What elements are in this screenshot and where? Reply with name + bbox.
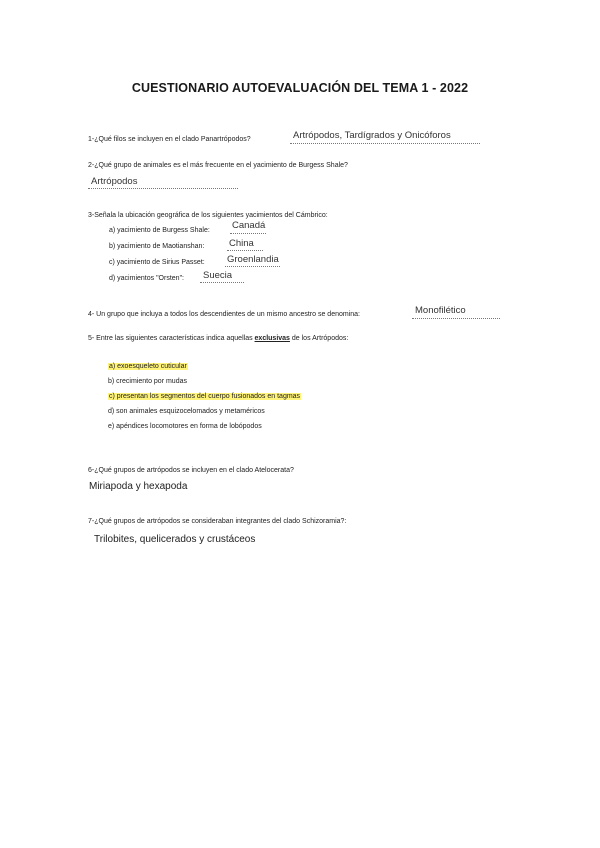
highlighted-option-text: c) presentan los segmentos del cuerpo fusionados en tagmas	[109, 393, 301, 400]
answer-line	[88, 188, 238, 189]
question-4: 4- Un grupo que incluya a todos los descendientes de un mismo ancestro se denomina:	[88, 311, 360, 318]
answer-line	[227, 250, 263, 251]
answer-line	[200, 282, 244, 283]
location-item-d: d) yacimientos "Orsten":	[109, 275, 184, 282]
question-3: 3-Señala la ubicación geográfica de los siguientes yacimientos del Cámbrico:	[88, 212, 328, 219]
page-title: CUESTIONARIO AUTOEVALUACIÓN DEL TEMA 1 - 2022	[131, 81, 469, 95]
location-answer-d: Suecia	[203, 270, 233, 281]
location-answer-c: Groenlandia	[227, 254, 279, 265]
answer-6: Miriapoda y hexapoda	[89, 481, 188, 492]
answer-1: Artrópodos, Tardígrados y Onicóforos	[293, 130, 451, 141]
answer-line	[290, 143, 480, 144]
location-answer-b: China	[229, 238, 254, 249]
question-5-intro: 5- Entre las siguientes características indica aquellas	[88, 335, 255, 342]
location-answer-a: Canadá	[232, 220, 266, 231]
location-item-b: b) yacimiento de Maotianshan:	[109, 243, 205, 250]
question-2: 2-¿Qué grupo de animales es el más frecuente en el yacimiento de Burgess Shale?	[88, 162, 348, 169]
answer-line	[412, 318, 500, 319]
question-7: 7-¿Qué grupos de artrópodos se consideraban integrantes del clado Schizoramia?:	[88, 518, 347, 525]
location-item-c: c) yacimiento de Sirius Passet:	[109, 259, 205, 266]
highlighted-option-text: a) exoesqueleto cuticular	[109, 363, 187, 370]
question-1: 1-¿Qué filos se incluyen en el clado Panartrópodos?	[88, 136, 251, 143]
question-5-end: de los Artrópodos:	[289, 335, 349, 342]
option-c	[108, 393, 301, 400]
option-a	[108, 363, 188, 370]
option-e: e) apéndices locomotores en forma de lobópodos	[108, 423, 262, 430]
option-d: d) son animales esquizocelomados y metaméricos	[108, 408, 265, 415]
question-6: 6-¿Qué grupos de artrópodos se incluyen en el clado Atelocerata?	[88, 467, 294, 474]
answer-line	[225, 266, 280, 267]
answer-2: Artrópodos	[91, 176, 138, 187]
location-item-a: a) yacimiento de Burgess Shale:	[109, 227, 210, 234]
answer-line	[230, 233, 266, 234]
option-b: b) crecimiento por mudas	[108, 378, 187, 385]
question-5-emphasis: exclusivas	[254, 335, 290, 342]
answer-4: Monofilético	[415, 305, 466, 316]
answer-7: Trilobites, quelicerados y crustáceos	[94, 534, 256, 545]
question-5	[88, 335, 348, 342]
